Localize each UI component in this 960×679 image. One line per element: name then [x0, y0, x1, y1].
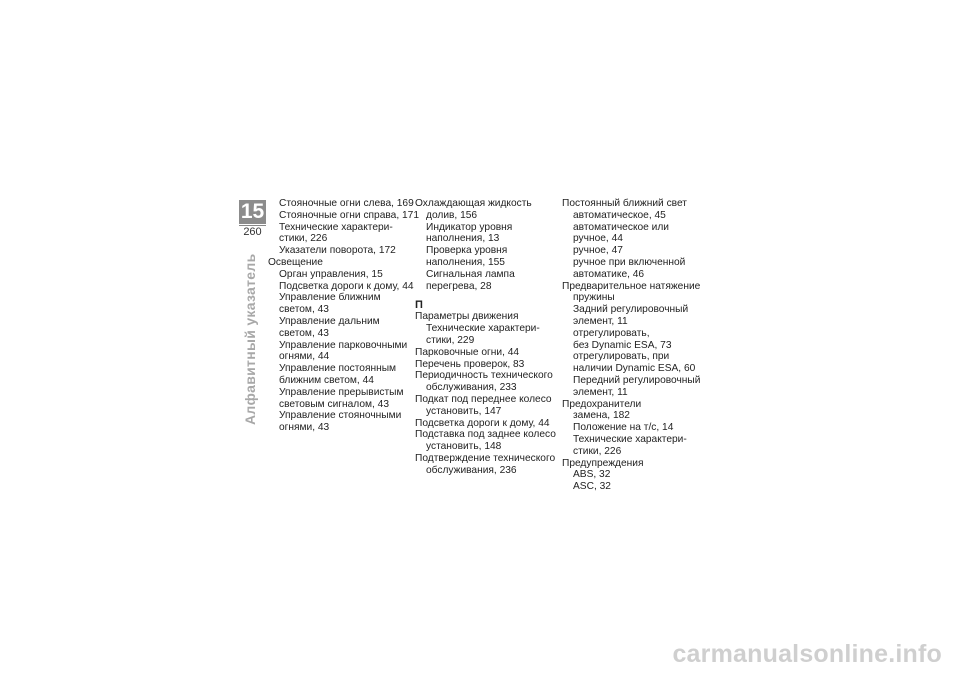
index-subentry: Сигнальная лампа: [426, 268, 515, 280]
index-subentry: Индикатор уровня: [426, 221, 513, 233]
index-subentry: установить, 148: [426, 441, 502, 453]
index-subentry: Указатели поворота, 172: [279, 245, 396, 257]
index-subentry: без Dynamic ESA, 73: [573, 339, 672, 351]
index-subentry: Стояночные огни справа, 171: [279, 209, 420, 221]
index-subentry: огнями, 43: [279, 422, 330, 434]
index-entry: Перечень проверок, 83: [415, 358, 525, 370]
index-subentry: обслуживания, 233: [426, 382, 517, 394]
index-subentry: Технические характери-: [426, 323, 540, 335]
index-subentry: Стояночные огни слева, 169: [279, 198, 414, 209]
index-entry: Подтверждение технического: [415, 452, 556, 464]
index-subentry: отрегулировать, при: [573, 351, 670, 363]
index-subentry: Положение на т/с, 14: [573, 422, 674, 434]
index-subentry: стики, 226: [573, 445, 622, 457]
index-subentry: Технические характери-: [279, 221, 393, 233]
index-entry: Охлаждающая жидкость: [415, 198, 532, 209]
index-subentry: светом, 43: [279, 304, 329, 316]
index-subentry: ABS, 32: [573, 469, 611, 481]
index-entry: Подсветка дороги к дому, 44: [415, 417, 550, 429]
index-subentry: Управление постоянным: [279, 363, 397, 375]
index-entry: Постоянный ближний свет: [562, 198, 687, 209]
index-subentry: Технические характери-: [573, 433, 687, 445]
chapter-title: Алфавитный указатель: [242, 253, 258, 425]
index-subentry: автоматике, 46: [573, 268, 645, 280]
index-subentry: ASC, 32: [573, 481, 611, 493]
index-entry: Параметры движения: [415, 311, 519, 323]
index-entry: Освещение: [268, 256, 323, 268]
index-subentry: ручное при включенной: [573, 256, 686, 268]
index-subentry: перегрева, 28: [426, 280, 492, 292]
index-subentry: обслуживания, 236: [426, 464, 517, 476]
index-subentry: наполнения, 155: [426, 256, 505, 268]
index-subentry: Управление дальним: [279, 315, 380, 327]
index-subentry: Управление парковочными: [279, 339, 408, 351]
index-subentry: стики, 229: [426, 334, 475, 346]
watermark: carmanualsonline.info: [672, 640, 942, 668]
index-subentry: светом, 43: [279, 327, 329, 339]
index-subentry: Орган управления, 15: [279, 268, 383, 280]
index-subentry: световым сигналом, 43: [279, 398, 390, 410]
index-subentry: огнями, 44: [279, 351, 330, 363]
index-subentry: автоматическое, 45: [573, 209, 666, 221]
index-subentry: Подсветка дороги к дому, 44: [279, 280, 414, 292]
index-entry: Предохранители: [562, 398, 642, 410]
index-subentry: автоматическое или: [573, 221, 669, 233]
index-entry: Предупреждения: [562, 457, 644, 469]
index-subentry: наполнения, 13: [426, 233, 500, 245]
index-subentry: Управление ближним: [279, 292, 381, 304]
index-column-3: [562, 198, 704, 493]
section-letter: П: [415, 299, 423, 312]
index-subentry: Проверка уровня: [426, 245, 508, 257]
index-subentry: ручное, 44: [573, 233, 623, 245]
index-entry: Подставка под заднее колесо: [415, 429, 556, 441]
index-subentry: элемент, 11: [573, 315, 628, 327]
index-column-1: [268, 198, 420, 434]
index-subentry: Управление прерывистым: [279, 386, 404, 398]
index-subentry: Задний регулировочный: [573, 304, 689, 316]
index-column-2: [415, 198, 557, 477]
index-subentry: элемент, 11: [573, 386, 628, 398]
index-entry: Периодичность технического: [415, 370, 553, 382]
index-subentry: долив, 156: [426, 209, 478, 221]
index-subentry: установить, 147: [426, 405, 502, 417]
index-entry: Парковочные огни, 44: [415, 346, 520, 358]
index-subentry: наличии Dynamic ESA, 60: [573, 363, 696, 375]
index-subentry: пружины: [573, 292, 615, 304]
index-subentry: Передний регулировочный: [573, 374, 701, 386]
page-number: 260: [239, 225, 266, 239]
index-subentry: Управление стояночными: [279, 410, 402, 422]
index-subentry: ближним светом, 44: [279, 374, 374, 386]
index-entry: Предварительное натяжение: [562, 280, 701, 292]
index-subentry: замена, 182: [573, 410, 630, 422]
chapter-number: 15: [240, 200, 265, 223]
index-subentry: ручное, 47: [573, 245, 623, 257]
index-subentry: стики, 226: [279, 233, 328, 245]
index-entry: Подкат под переднее колесо: [415, 393, 552, 405]
index-subentry: отрегулировать,: [573, 327, 650, 339]
